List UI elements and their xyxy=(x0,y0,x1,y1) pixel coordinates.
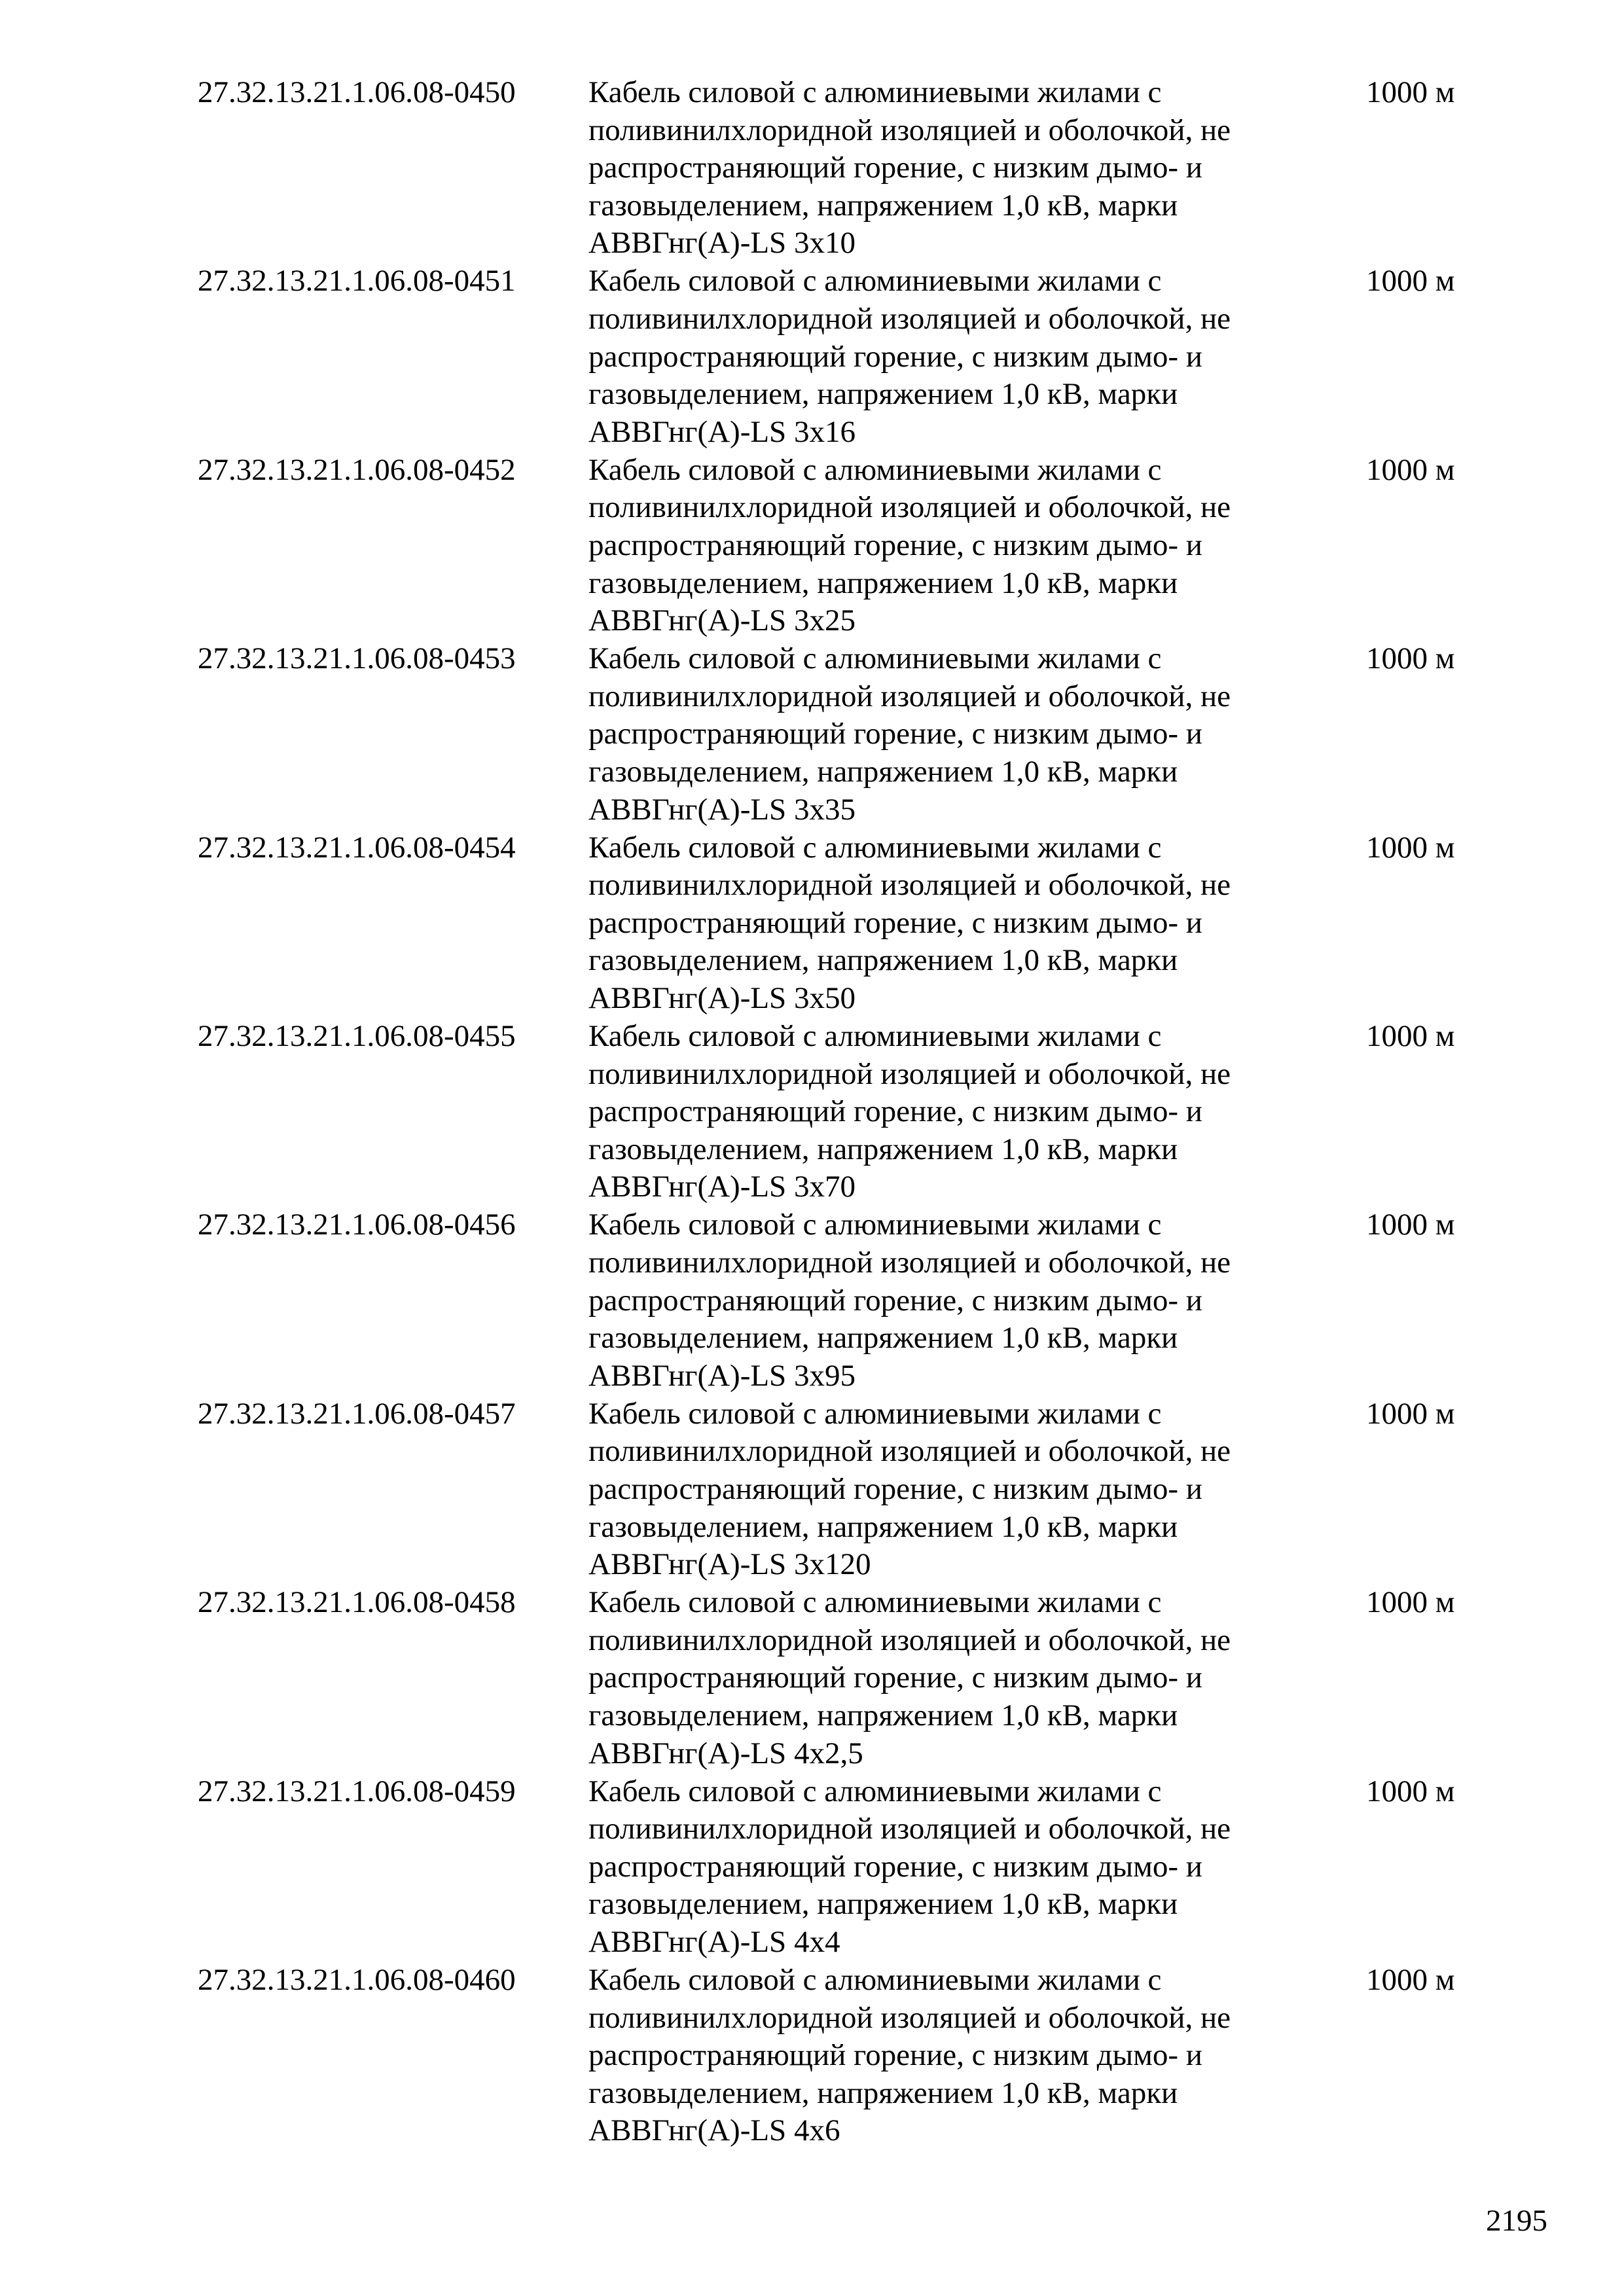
unit-of-measure: 1000 м xyxy=(1366,1396,1455,1431)
description-line: АВВГнг(А)-LS 3х120 xyxy=(588,1547,871,1582)
unit-of-measure: 1000 м xyxy=(1366,264,1455,298)
resource-description xyxy=(588,640,1348,829)
description-line: АВВГнг(А)-LS 4х6 xyxy=(588,2113,840,2148)
description-line: распространяющий горение, с низким дымо- и xyxy=(588,151,1202,185)
description-line: АВВГнг(А)-LS 4х4 xyxy=(588,1924,840,1959)
description-line: поливинилхлоридной изоляцией и оболочкой, не xyxy=(588,113,1231,147)
resource-description xyxy=(588,74,1348,262)
description-line: газовыделением, напряжением 1,0 кВ, марки xyxy=(588,754,1178,789)
table-row xyxy=(0,829,1624,1018)
description-line: распространяющий горение, с низким дымо- и xyxy=(588,339,1202,374)
description-line: газовыделением, напряжением 1,0 кВ, марки xyxy=(588,565,1178,600)
resource-code: 27.32.13.21.1.06.08-0459 xyxy=(198,1774,516,1808)
description-line: Кабель силовой с алюминиевыми жилами с xyxy=(588,264,1162,298)
entries-table xyxy=(0,74,1624,2150)
table-row xyxy=(0,1395,1624,1584)
resource-description xyxy=(588,1962,1348,2150)
unit-of-measure: 1000 м xyxy=(1366,1962,1455,1997)
unit-of-measure: 1000 м xyxy=(1366,452,1455,487)
description-line: газовыделением, напряжением 1,0 кВ, марки xyxy=(588,943,1178,978)
description-line: Кабель силовой с алюминиевыми жилами с xyxy=(588,1774,1162,1808)
table-row xyxy=(0,74,1624,262)
resource-code: 27.32.13.21.1.06.08-0452 xyxy=(198,452,516,487)
resource-code: 27.32.13.21.1.06.08-0456 xyxy=(198,1208,516,1242)
description-line: поливинилхлоридной изоляцией и оболочкой, не xyxy=(588,2000,1231,2035)
unit-of-measure: 1000 м xyxy=(1366,1208,1455,1242)
table-row xyxy=(0,1584,1624,1772)
unit-of-measure: 1000 м xyxy=(1366,641,1455,676)
description-line: Кабель силовой с алюминиевыми жилами с xyxy=(588,641,1162,676)
resource-code: 27.32.13.21.1.06.08-0450 xyxy=(198,75,516,109)
resource-description xyxy=(588,262,1348,451)
resource-description xyxy=(588,1395,1348,1584)
table-row xyxy=(0,640,1624,829)
description-line: распространяющий горение, с низким дымо- и xyxy=(588,2038,1202,2073)
page-number: 2195 xyxy=(1486,2204,1547,2238)
description-line: АВВГнг(А)-LS 3х25 xyxy=(588,603,856,638)
unit-of-measure: 1000 м xyxy=(1366,1018,1455,1053)
description-line: распространяющий горение, с низким дымо- и xyxy=(588,717,1202,751)
description-line: поливинилхлоридной изоляцией и оболочкой, не xyxy=(588,1812,1231,1846)
description-line: АВВГнг(А)-LS 4х2,5 xyxy=(588,1736,863,1770)
resource-code: 27.32.13.21.1.06.08-0457 xyxy=(198,1396,516,1431)
description-line: поливинилхлоридной изоляцией и оболочкой, не xyxy=(588,1434,1231,1469)
description-line: газовыделением, напряжением 1,0 кВ, марки xyxy=(588,188,1178,223)
resource-code: 27.32.13.21.1.06.08-0458 xyxy=(198,1585,516,1620)
description-line: газовыделением, напряжением 1,0 кВ, марки xyxy=(588,1887,1178,1922)
description-line: АВВГнг(А)-LS 3х70 xyxy=(588,1170,856,1204)
description-line: АВВГнг(А)-LS 3х95 xyxy=(588,1358,856,1393)
resource-description xyxy=(588,1584,1348,1772)
description-line: распространяющий горение, с низким дымо- и xyxy=(588,528,1202,562)
description-line: Кабель силовой с алюминиевыми жилами с xyxy=(588,1585,1162,1620)
table-row xyxy=(0,1773,1624,1962)
description-line: АВВГнг(А)-LS 3х50 xyxy=(588,980,856,1015)
description-line: АВВГнг(А)-LS 3х16 xyxy=(588,414,856,449)
resource-code: 27.32.13.21.1.06.08-0453 xyxy=(198,641,516,676)
description-line: поливинилхлоридной изоляцией и оболочкой, не xyxy=(588,1623,1231,1657)
description-line: Кабель силовой с алюминиевыми жилами с xyxy=(588,1962,1162,1997)
description-line: распространяющий горение, с низким дымо- и xyxy=(588,1849,1202,1884)
resource-description xyxy=(588,452,1348,640)
description-line: распространяющий горение, с низким дымо- и xyxy=(588,905,1202,940)
resource-code: 27.32.13.21.1.06.08-0455 xyxy=(198,1018,516,1053)
resource-description xyxy=(588,829,1348,1018)
description-line: АВВГнг(А)-LS 3х35 xyxy=(588,792,856,827)
description-line: Кабель силовой с алюминиевыми жилами с xyxy=(588,1396,1162,1431)
unit-of-measure: 1000 м xyxy=(1366,830,1455,865)
resource-description xyxy=(588,1773,1348,1962)
description-line: распространяющий горение, с низким дымо- и xyxy=(588,1471,1202,1506)
table-row xyxy=(0,1962,1624,2150)
resource-code: 27.32.13.21.1.06.08-0454 xyxy=(198,830,516,865)
resource-code: 27.32.13.21.1.06.08-0451 xyxy=(198,264,516,298)
description-line: поливинилхлоридной изоляцией и оболочкой, не xyxy=(588,1245,1231,1280)
description-line: Кабель силовой с алюминиевыми жилами с xyxy=(588,1208,1162,1242)
description-line: поливинилхлоридной изоляцией и оболочкой, не xyxy=(588,868,1231,903)
table-row xyxy=(0,1206,1624,1395)
table-row xyxy=(0,452,1624,640)
description-line: распространяющий горение, с низким дымо- и xyxy=(588,1660,1202,1695)
description-line: газовыделением, напряжением 1,0 кВ, марки xyxy=(588,1698,1178,1732)
description-line: Кабель силовой с алюминиевыми жилами с xyxy=(588,75,1162,109)
description-line: Кабель силовой с алюминиевыми жилами с xyxy=(588,830,1162,865)
description-line: поливинилхлоридной изоляцией и оболочкой, не xyxy=(588,679,1231,713)
description-line: газовыделением, напряжением 1,0 кВ, марки xyxy=(588,2075,1178,2110)
description-line: газовыделением, напряжением 1,0 кВ, марки xyxy=(588,1321,1178,1355)
table-row xyxy=(0,1018,1624,1206)
unit-of-measure: 1000 м xyxy=(1366,1585,1455,1620)
description-line: поливинилхлоридной изоляцией и оболочкой, не xyxy=(588,490,1231,525)
table-row xyxy=(0,262,1624,451)
description-line: газовыделением, напряжением 1,0 кВ, марки xyxy=(588,1509,1178,1544)
resource-description xyxy=(588,1018,1348,1206)
resource-description xyxy=(588,1206,1348,1395)
description-line: Кабель силовой с алюминиевыми жилами с xyxy=(588,1018,1162,1053)
description-line: газовыделением, напряжением 1,0 кВ, марки xyxy=(588,377,1178,412)
description-line: АВВГнг(А)-LS 3х10 xyxy=(588,226,856,260)
description-line: Кабель силовой с алюминиевыми жилами с xyxy=(588,452,1162,487)
description-line: распространяющий горение, с низким дымо- и xyxy=(588,1094,1202,1129)
description-line: распространяющий горение, с низким дымо- и xyxy=(588,1283,1202,1318)
description-line: поливинилхлоридной изоляцией и оболочкой, не xyxy=(588,1056,1231,1091)
description-line: газовыделением, напряжением 1,0 кВ, марки xyxy=(588,1132,1178,1166)
description-line: поливинилхлоридной изоляцией и оболочкой, не xyxy=(588,301,1231,336)
unit-of-measure: 1000 м xyxy=(1366,75,1455,109)
resource-code: 27.32.13.21.1.06.08-0460 xyxy=(198,1962,516,1997)
unit-of-measure: 1000 м xyxy=(1366,1774,1455,1808)
